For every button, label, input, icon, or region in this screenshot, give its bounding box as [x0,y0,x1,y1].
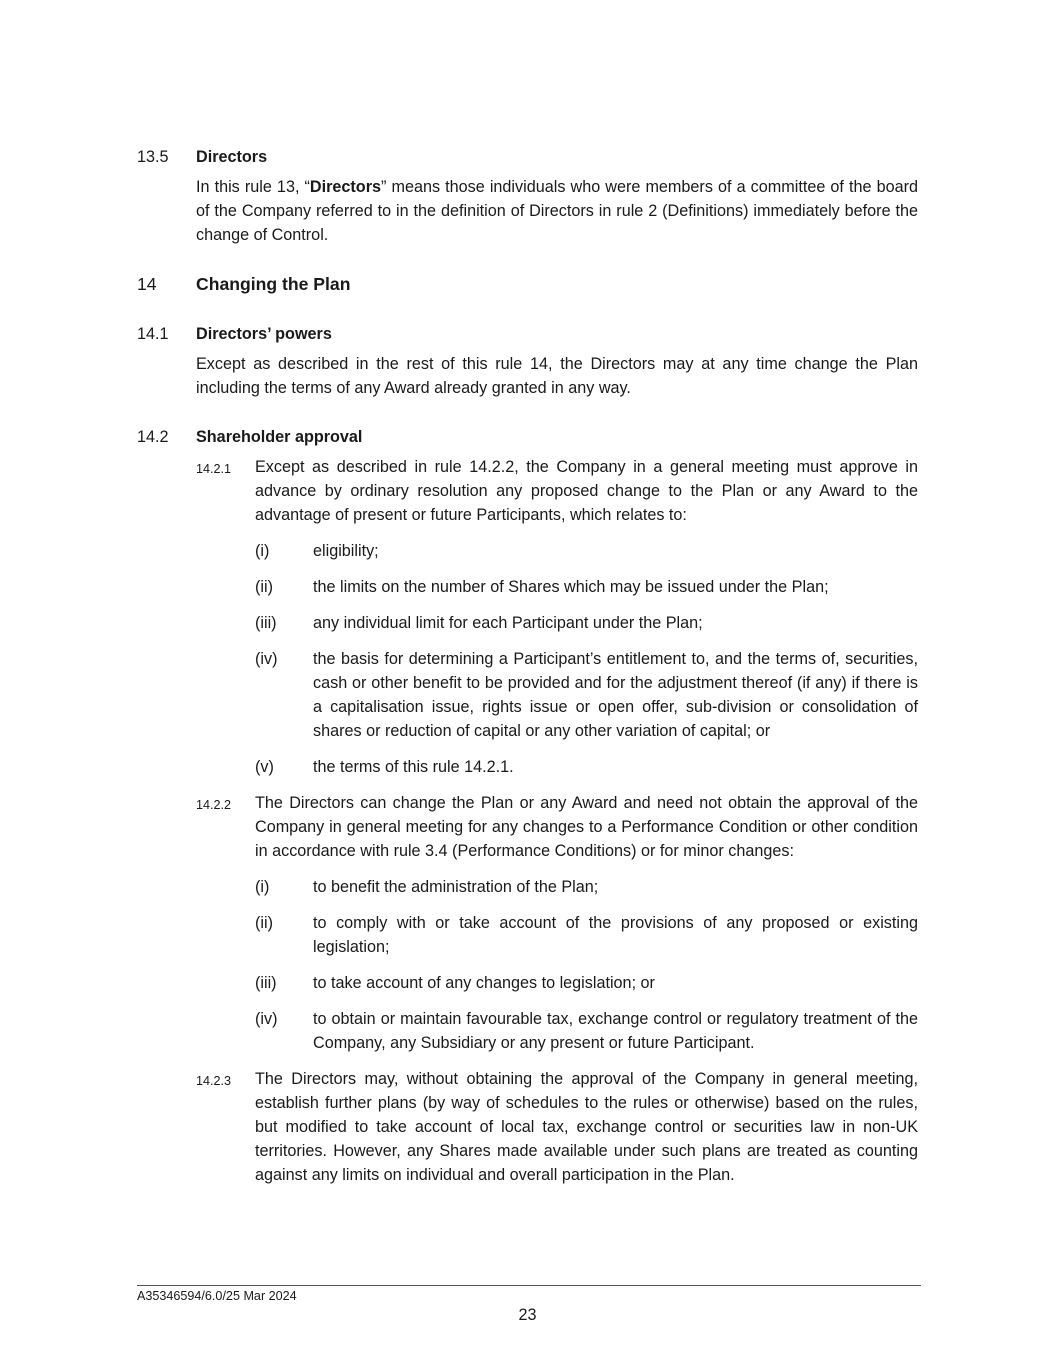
body-text: ” means those individuals who were members of a committee of the board of the Company referred to in the definition of Directors in rule 2 (Definitions) immediately before the change of Control. [196,178,918,244]
item-number: (ii) [255,578,273,596]
item-text: to obtain or maintain favourable tax, exchange control or regulatory treatment of the Company, any Subsidiary or any present or future Participant. [313,1010,918,1052]
subclause-number: 14.2.3 [196,1074,232,1088]
subclause-number: 14.2.2 [196,798,232,812]
section-title: Directors’ powers [196,325,332,343]
section-number: 13.5 [137,148,169,166]
section-13-5-body [196,175,918,247]
item-number: (v) [255,758,274,776]
item-number: (iii) [255,974,277,992]
section-14-1-body [196,352,918,400]
item-text: to benefit the administration of the Plan; [313,878,599,896]
section-number: 14.1 [137,325,169,343]
footer-divider [137,1285,921,1286]
section-number: 14 [137,274,157,294]
document-reference: A35346594/6.0/25 Mar 2024 [137,1289,297,1303]
section-heading-14 [137,272,918,296]
section-number: 14.2 [137,428,169,446]
item-text: the basis for determining a Participant’s entitlement to, and the terms of, securities, cash or other benefit to be provided and for the adjustment thereof (if any) if there is a capitalisation issue, rights issue or open offer, sub-division or consolidation of shares or reduction of capital or any other variation of capital; or [313,650,918,740]
body-text: Except as described in the rest of this rule 14, the Directors may at any time change the Plan including the terms of any Award already granted in any way. [196,355,918,397]
subclause-text: Except as described in rule 14.2.2, the Company in a general meeting must approve in advance by ordinary resolution any proposed change to the Plan or any Award to the advantage of present or future Participants, which relates to: [255,458,918,524]
subclause-text: The Directors can change the Plan or any Award and need not obtain the approval of the Company in general meeting for any changes to a Performance Condition or other condition in accordance with rule 3.4 (Performance Conditions) or for minor changes: [255,794,918,860]
item-number: (iii) [255,614,277,632]
section-heading-14-2 [137,425,918,449]
page-number: 23 [518,1306,537,1324]
item-text: the limits on the number of Shares which may be issued under the Plan; [313,578,829,596]
item-number: (ii) [255,914,273,932]
section-heading-13-5 [137,145,918,169]
section-title: Directors [196,148,268,166]
item-number: (iv) [255,1010,278,1028]
item-text: to take account of any changes to legislation; or [313,974,655,992]
item-number: (iv) [255,650,278,668]
section-heading-14-1 [137,322,918,346]
item-number: (i) [255,878,270,896]
section-title: Changing the Plan [196,274,351,294]
item-text: to comply with or take account of the provisions of any proposed or existing legislation; [313,914,918,956]
subclause-number: 14.2.1 [196,462,232,476]
body-text: In this rule 13, “ [196,178,310,196]
defined-term: Directors [309,178,381,196]
subclause-text: The Directors may, without obtaining the approval of the Company in general meeting, establish further plans (by way of schedules to the rules or otherwise) based on the rules, but modified to take account of local tax, exchange control or securities law in non-UK territories. However, any Shares made available under such plans are treated as counting against any limits on individual and overall participation in the Plan. [255,1070,918,1184]
item-number: (i) [255,542,270,560]
item-text: eligibility; [313,542,379,560]
item-text: any individual limit for each Participant under the Plan; [313,614,703,632]
section-title: Shareholder approval [196,428,363,446]
item-text: the terms of this rule 14.2.1. [313,758,514,776]
